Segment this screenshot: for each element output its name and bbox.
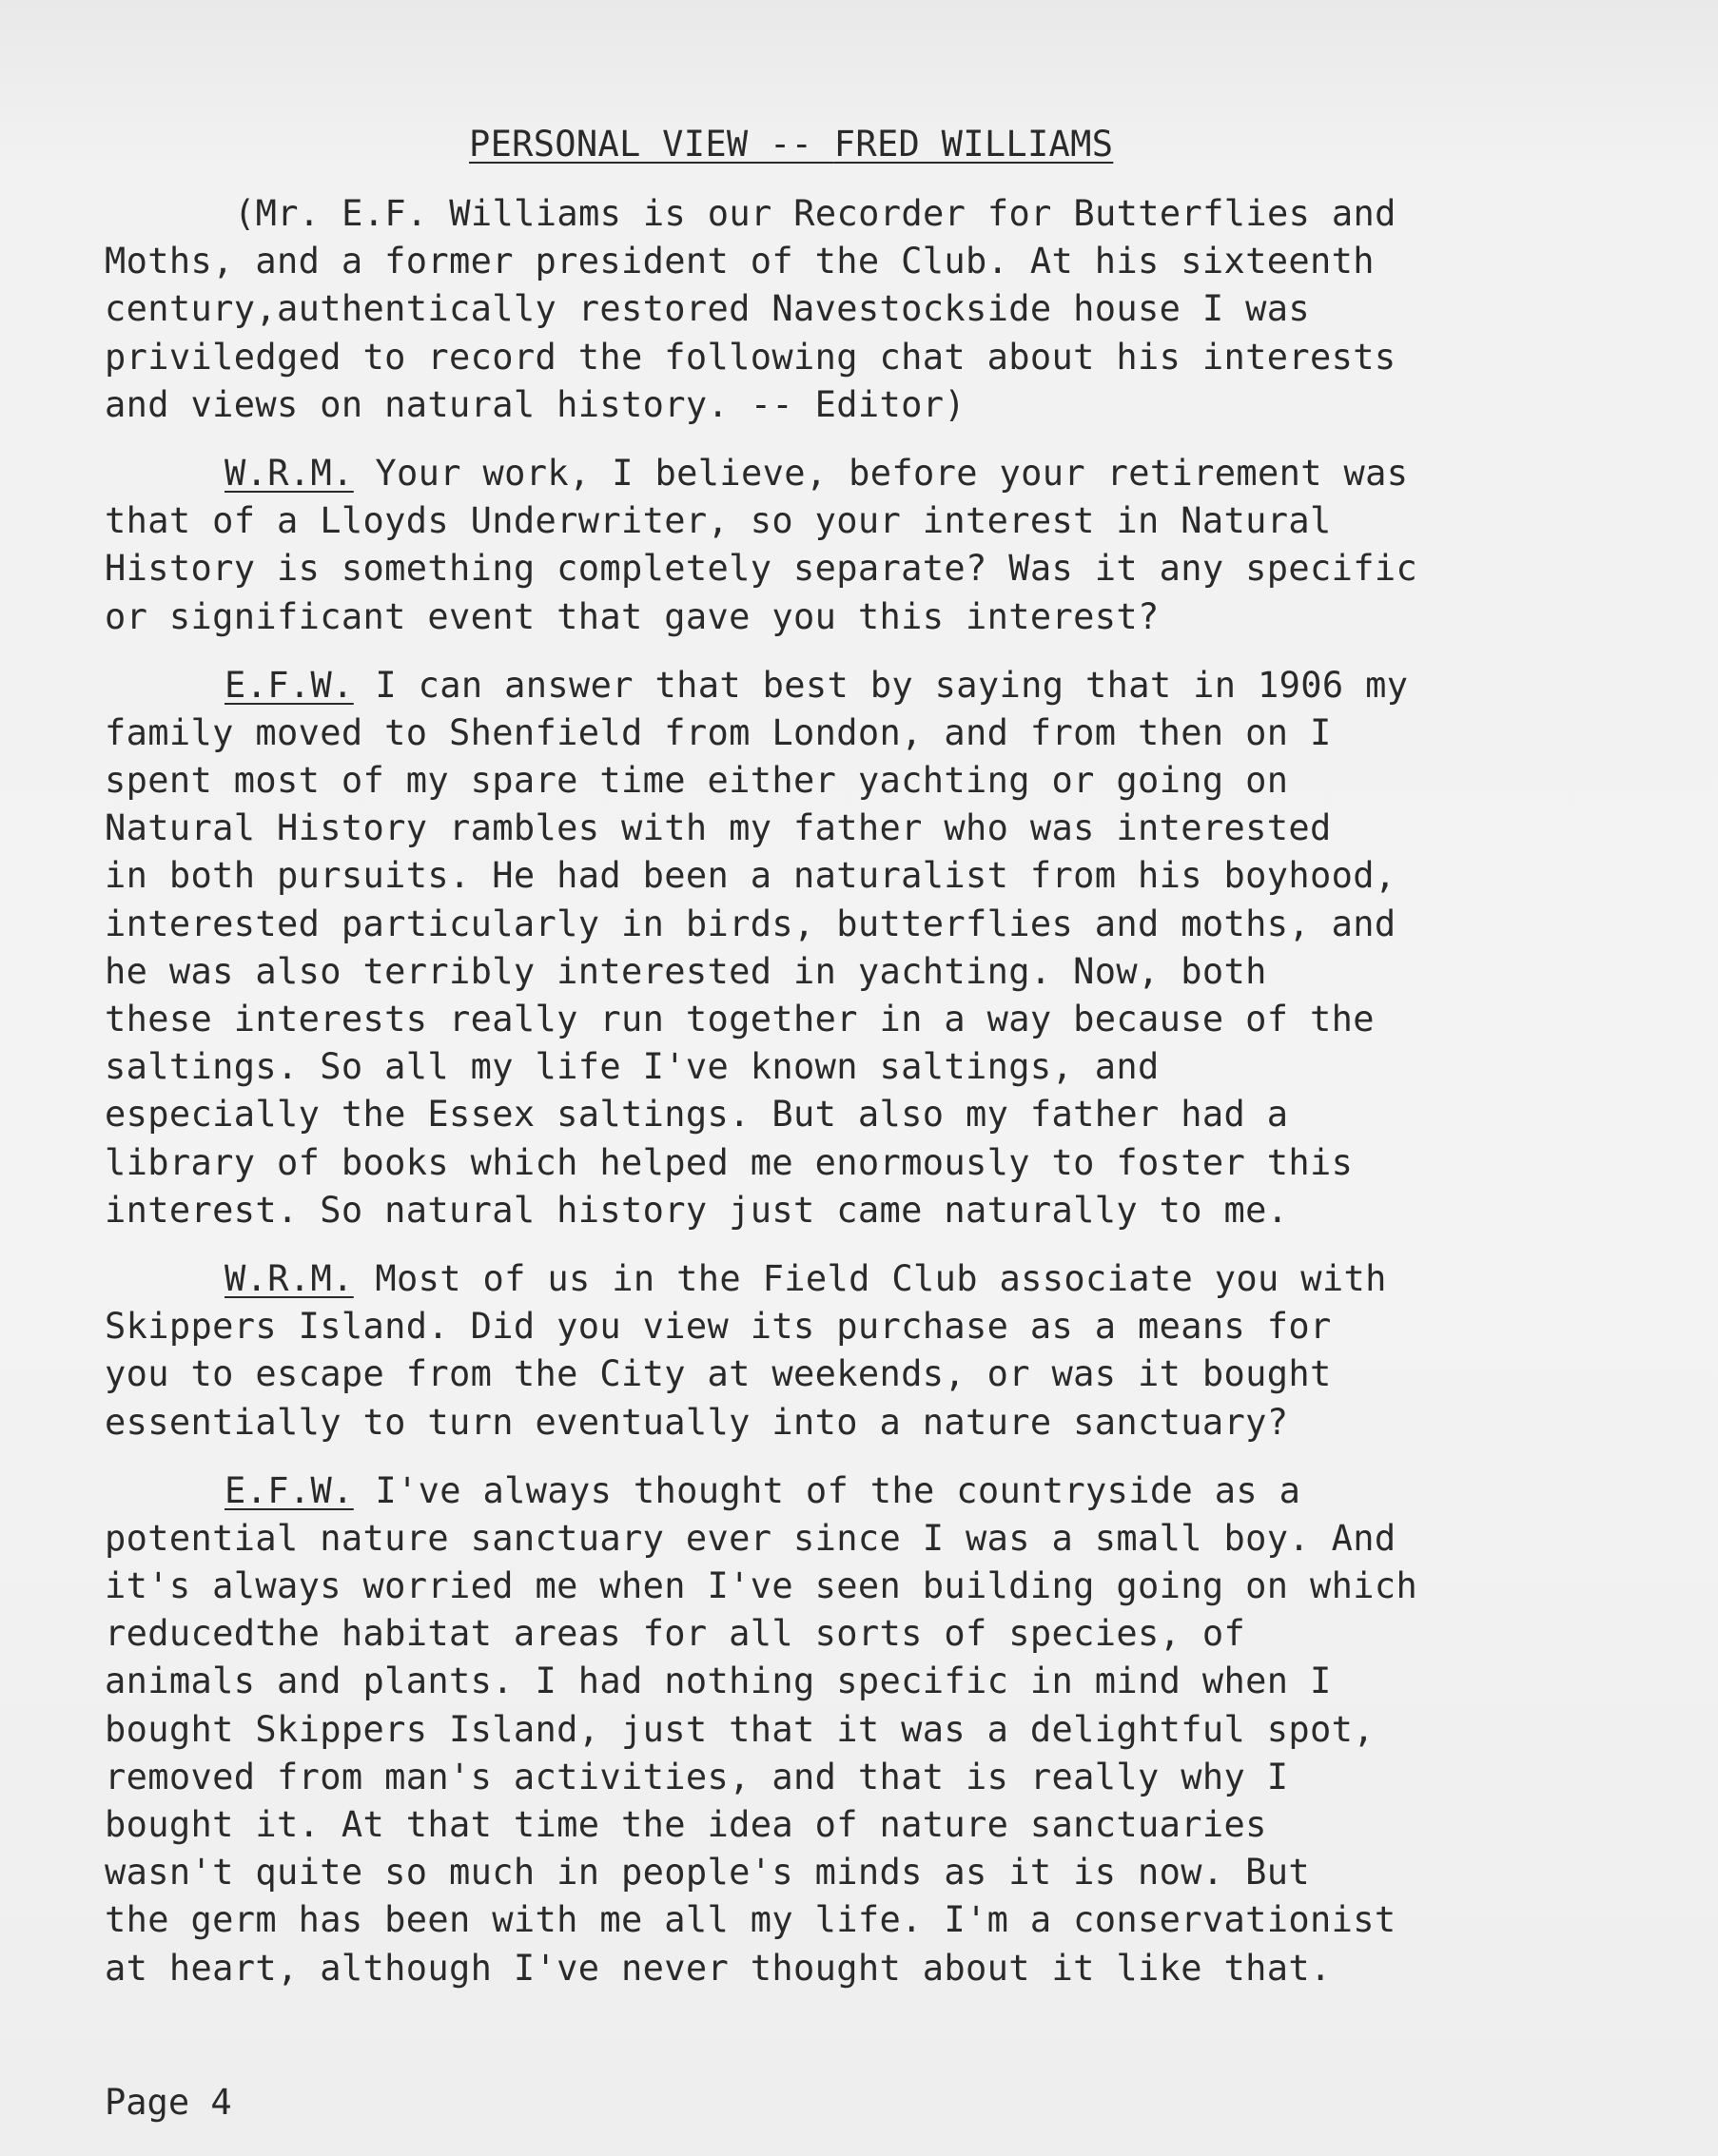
paragraph-line: spent most of my spare time either yachting or going on xyxy=(105,760,1289,802)
interview-paragraph xyxy=(105,662,1665,1234)
paragraph-first-line xyxy=(105,1467,1665,1515)
paragraph-line: at heart, although I've never thought about it like that. xyxy=(105,1947,1332,1989)
article-body xyxy=(105,190,1665,1992)
paragraph-line-text: I can answer that best by saying that in 1906 my xyxy=(353,664,1409,706)
paragraph-first-line xyxy=(105,1255,1665,1303)
intro-line: and views on natural history. -- Editor) xyxy=(105,383,966,425)
paragraph-line: you to escape from the City at weekends, or was it bought xyxy=(105,1353,1332,1395)
intro-line: (Mr. E.F. Williams is our Recorder for Butterflies and xyxy=(234,193,1396,234)
paragraph-line: interest. So natural history just came naturally to me. xyxy=(105,1189,1289,1231)
page-title xyxy=(469,122,1113,167)
title-part-2: FRED WILLIAMS xyxy=(833,124,1114,165)
paragraph-first-line xyxy=(105,450,1665,497)
paragraph-line: it's always worried me when I've seen building going on which xyxy=(105,1565,1418,1607)
title-part-1: PERSONAL VIEW -- xyxy=(469,124,834,165)
intro-line: century,authentically restored Navestockside house I was xyxy=(105,288,1311,330)
paragraph-line: these interests really run together in a way because of the xyxy=(105,999,1375,1039)
paragraph-line: saltings. So all my life I've known saltings, and xyxy=(105,1046,1160,1088)
speaker-label: W.R.M. xyxy=(225,452,354,494)
paragraph-line: animals and plants. I had nothing specific in mind when I xyxy=(105,1661,1332,1702)
paragraph-line: he was also terribly interested in yachting. Now, both xyxy=(105,950,1267,992)
paragraph-first-line xyxy=(105,662,1665,709)
intro-line: Moths, and a former president of the Club. At his sixteenth xyxy=(105,241,1375,282)
paragraph-line: Natural History rambles with my father who was interested xyxy=(105,807,1332,849)
paragraph-line: in both pursuits. He had been a naturalist from his boyhood, xyxy=(105,855,1396,897)
paragraph-line: especially the Essex saltings. But also my father had a xyxy=(105,1094,1289,1136)
speaker-label: E.F.W. xyxy=(225,1469,354,1511)
interview-paragraph xyxy=(105,1255,1665,1447)
speaker-label: W.R.M. xyxy=(225,1257,354,1299)
paragraph-line: family moved to Shenfield from London, and from then on I xyxy=(105,711,1332,753)
paragraph-line: bought it. At that time the idea of nature sanctuaries xyxy=(105,1804,1267,1845)
interview-paragraph xyxy=(105,450,1665,641)
intro-line: priviledged to record the following chat about his interests xyxy=(105,336,1396,378)
paragraph-line: essentially to turn eventually into a nature sanctuary? xyxy=(105,1401,1289,1443)
paragraph-line: bought Skippers Island, just that it was a delightful spot, xyxy=(105,1708,1375,1750)
paragraph-line-text: I've always thought of the countryside as a xyxy=(353,1469,1301,1511)
paragraph-line: library of books which helped me enormously to foster this xyxy=(105,1141,1354,1183)
paragraph-line: the germ has been with me all my life. I'm a conservationist xyxy=(105,1899,1396,1941)
paragraph-line-text: Most of us in the Field Club associate you with xyxy=(353,1257,1387,1299)
paragraph-line: reducedthe habitat areas for all sorts of species, of xyxy=(105,1613,1246,1655)
paragraph-line: History is something completely separate? Was it any specific xyxy=(105,548,1418,590)
paragraph-line: Skippers Island. Did you view its purchase as a means for xyxy=(105,1306,1332,1348)
paragraph-line: interested particularly in birds, butterflies and moths, and xyxy=(105,903,1396,944)
paragraph-line: potential nature sanctuary ever since I was a small boy. And xyxy=(105,1517,1396,1559)
paragraph-line: that of a Lloyds Underwriter, so your interest in Natural xyxy=(105,500,1332,542)
interview-paragraph xyxy=(105,1467,1665,1992)
paragraph-line-text: Your work, I believe, before your retirement was xyxy=(353,452,1409,494)
speaker-label: E.F.W. xyxy=(225,664,354,706)
paragraph-line: wasn't quite so much in people's minds as it is now. But xyxy=(105,1852,1311,1894)
page-number: Page 4 xyxy=(105,2082,232,2123)
paragraph-line: removed from man's activities, and that is really why I xyxy=(105,1756,1289,1797)
paragraph-line: or significant event that gave you this interest? xyxy=(105,595,1160,637)
intro-paragraph xyxy=(105,190,1665,429)
